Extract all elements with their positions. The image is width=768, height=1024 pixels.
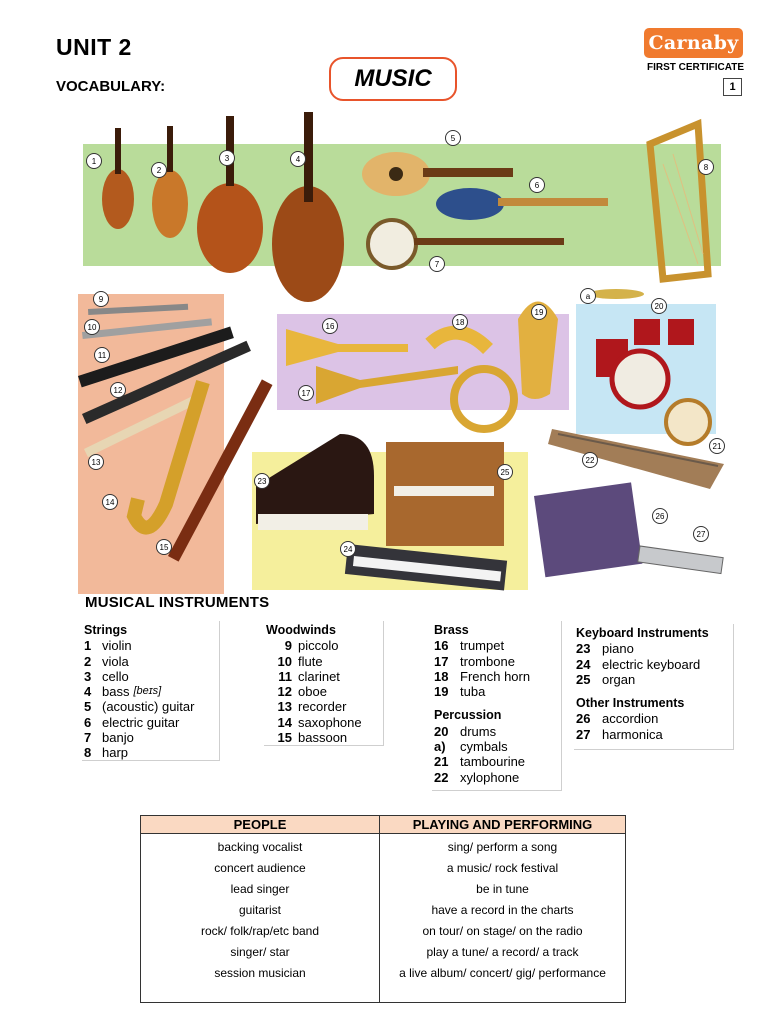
instrument-name: piccolo: [298, 638, 339, 654]
performing-item: have a record in the charts: [431, 903, 574, 917]
instrument-name: tuba: [460, 684, 486, 700]
instrument-item: [434, 654, 561, 669]
instrument-item: [434, 770, 561, 785]
instrument-item: [84, 715, 219, 730]
instrument-number: 7: [84, 730, 92, 746]
brass-heading: Brass: [434, 623, 469, 637]
instrument-item: [266, 730, 383, 745]
instrument-number: a): [434, 739, 446, 755]
instrument-name: cello: [102, 668, 129, 684]
instrument-item: [434, 754, 561, 769]
instrument-name: oboe: [298, 684, 327, 700]
instrument-item: [434, 638, 561, 653]
pronunciation-note: [beɪs]: [133, 685, 162, 698]
instrument-name: xylophone: [460, 769, 520, 785]
woodwinds-list: [264, 621, 384, 746]
number-badge-label: 21: [712, 442, 722, 451]
instrument-number: 12: [277, 684, 292, 700]
instrument-name: recorder: [298, 699, 347, 715]
instrument-number: 21: [434, 754, 449, 770]
carnaby-logo: Carnaby: [644, 28, 743, 58]
performing-item: on tour/ on stage/ on the radio: [422, 924, 583, 938]
instrument-name: saxophone: [298, 714, 362, 730]
page-number: 1: [723, 78, 742, 96]
performing-item: sing/ perform a song: [447, 840, 558, 854]
performing-item: a music/ rock festival: [446, 861, 559, 875]
people-item: guitarist: [238, 903, 282, 917]
instrument-number: 26: [576, 711, 591, 727]
number-badge-label: 13: [91, 458, 101, 467]
performing-column: [380, 834, 626, 1003]
people-item: backing vocalist: [217, 840, 303, 854]
instrument-name: electric keyboard: [602, 656, 701, 672]
instrument-item: [576, 641, 733, 656]
instrument-item: [434, 684, 561, 699]
instrument-name: piano: [602, 641, 634, 657]
instrument-name: harmonica: [602, 726, 663, 742]
strings-heading: Strings: [84, 623, 128, 637]
instrument-name: clarinet: [298, 668, 340, 684]
number-badge-label: 27: [696, 530, 706, 539]
instrument-number: 10: [277, 653, 292, 669]
grand-piano-icon: [256, 434, 374, 530]
instrument-item: [576, 727, 733, 742]
instrument-item: [266, 715, 383, 730]
number-badge-label: 11: [97, 351, 107, 360]
number-badge-label: 24: [343, 545, 353, 554]
instrument-number: 22: [434, 769, 449, 785]
number-badge-label: 12: [113, 386, 123, 395]
number-badge-label: 26: [655, 512, 665, 521]
number-badge-label: 2: [156, 166, 162, 175]
instrument-number: 9: [284, 638, 292, 654]
topic-box: [329, 57, 457, 101]
instrument-number: 27: [576, 726, 591, 742]
number-badge-label: 20: [654, 302, 664, 311]
tambourine-icon: [666, 400, 710, 444]
number-badge-label: 10: [87, 323, 97, 332]
instrument-name: trombone: [460, 653, 515, 669]
instrument-item: [84, 654, 219, 669]
number-badge-label: 5: [450, 134, 456, 143]
organ-icon: [386, 442, 504, 546]
instrument-item: [84, 638, 219, 653]
vocabulary-label: VOCABULARY:: [56, 78, 166, 95]
woodwinds-heading: Woodwinds: [266, 623, 336, 637]
instrument-item: [434, 669, 561, 684]
other-heading: Other Instruments: [576, 696, 685, 711]
number-badge-label: 16: [325, 322, 335, 331]
performing-header: PLAYING AND PERFORMING: [380, 816, 626, 834]
instrument-item: [434, 739, 561, 754]
instrument-number: 18: [434, 668, 449, 684]
instrument-number: 25: [576, 671, 591, 687]
instrument-number: 23: [576, 641, 591, 657]
number-badge-label: 25: [500, 468, 510, 477]
instrument-number: 3: [84, 668, 92, 684]
instrument-number: 2: [84, 653, 92, 669]
strings-list: [82, 621, 220, 761]
violin-icon: [102, 128, 134, 229]
people-item: singer/ star: [230, 945, 290, 959]
number-badge-label: a: [585, 292, 591, 301]
series-label: FIRST CERTIFICATE: [646, 62, 744, 73]
vocabulary-table: [140, 815, 626, 1003]
number-badge-label: 6: [534, 181, 540, 190]
instrument-number: 15: [277, 730, 292, 746]
instrument-number: 13: [277, 699, 292, 715]
instrument-name: flute: [298, 653, 323, 669]
instrument-number: 8: [84, 745, 92, 761]
instrument-name: trumpet: [460, 638, 505, 654]
instrument-name: harp: [102, 745, 129, 761]
brass-percussion-list: [432, 621, 562, 791]
harmonica-icon: [638, 546, 723, 574]
keyboard-other-list: [574, 624, 734, 750]
keyboard-heading: Keyboard Instruments: [576, 626, 709, 640]
instrument-name: cymbals: [460, 739, 508, 755]
people-item: lead singer: [230, 882, 290, 896]
instrument-number: 5: [84, 699, 92, 715]
instrument-name: accordion: [602, 711, 659, 727]
people-item: rock/ folk/rap/etc band: [200, 924, 320, 938]
number-badge-label: 19: [534, 308, 544, 317]
instrument-name: organ: [602, 671, 636, 687]
instrument-name: viola: [102, 653, 129, 669]
instrument-name: bassoon: [298, 730, 348, 746]
instrument-number: 6: [84, 714, 92, 730]
performing-item: a live album/ concert/ gig/ performance: [399, 966, 606, 980]
instrument-number: 11: [278, 668, 292, 684]
instrument-item: [84, 730, 219, 745]
instrument-item: [266, 669, 383, 684]
instrument-name: tambourine: [460, 754, 526, 770]
instrument-item: [266, 699, 383, 714]
number-badge-label: 3: [224, 154, 230, 163]
instrument-name: drums: [460, 723, 497, 739]
topic-title: MUSIC: [354, 65, 432, 92]
instrument-name: electric guitar: [102, 714, 180, 730]
instrument-item: [84, 684, 219, 699]
instrument-number: 24: [576, 656, 591, 672]
instrument-item: [576, 711, 733, 726]
number-badge-label: 15: [159, 543, 169, 552]
instrument-number: 1: [84, 638, 92, 654]
instrument-item: [576, 657, 733, 672]
number-badge-label: 8: [703, 163, 709, 172]
people-item: concert audience: [214, 861, 306, 875]
instrument-item: [434, 724, 561, 739]
performing-item: be in tune: [476, 882, 529, 896]
viola-icon: [152, 126, 188, 238]
instrument-name: (acoustic) guitar: [102, 699, 195, 715]
instrument-item: [266, 638, 383, 653]
people-item: session musician: [214, 966, 306, 980]
unit-title: UNIT 2: [56, 34, 132, 60]
number-badge-label: 18: [455, 318, 465, 327]
people-column: [141, 834, 380, 1003]
double-bass-icon: [272, 112, 344, 302]
percussion-heading: Percussion: [434, 708, 502, 723]
instrument-item: [84, 745, 219, 760]
instrument-number: 20: [434, 723, 449, 739]
number-badge-label: 9: [98, 295, 104, 304]
instrument-item: [84, 669, 219, 684]
instrument-name: violin: [102, 638, 132, 654]
instrument-number: 4: [84, 684, 92, 700]
number-badge-label: 7: [434, 260, 440, 269]
instrument-number: 19: [434, 684, 449, 700]
number-badge-label: 22: [585, 456, 595, 465]
instrument-item: [576, 672, 733, 687]
instrument-number: 17: [434, 653, 449, 669]
performing-item: play a tune/ a record/ a track: [426, 945, 579, 959]
instrument-item: [84, 699, 219, 714]
number-badge-label: 14: [105, 498, 115, 507]
accordion-icon: [534, 482, 642, 577]
instrument-item: [266, 654, 383, 669]
number-badge-label: 1: [91, 157, 97, 166]
instrument-name: banjo: [102, 730, 134, 746]
instrument-item: [266, 684, 383, 699]
instruments-illustration: [78, 104, 742, 596]
number-badge-label: 23: [257, 477, 267, 486]
number-badge-label: 17: [301, 389, 311, 398]
instrument-number: 16: [434, 638, 449, 654]
number-badge-label: 4: [295, 155, 301, 164]
instruments-section-title: MUSICAL INSTRUMENTS: [85, 594, 270, 611]
instrument-number: 14: [277, 714, 292, 730]
people-header: PEOPLE: [141, 816, 380, 834]
instrument-name: French horn: [460, 668, 531, 684]
instrument-name: bass: [102, 684, 130, 700]
